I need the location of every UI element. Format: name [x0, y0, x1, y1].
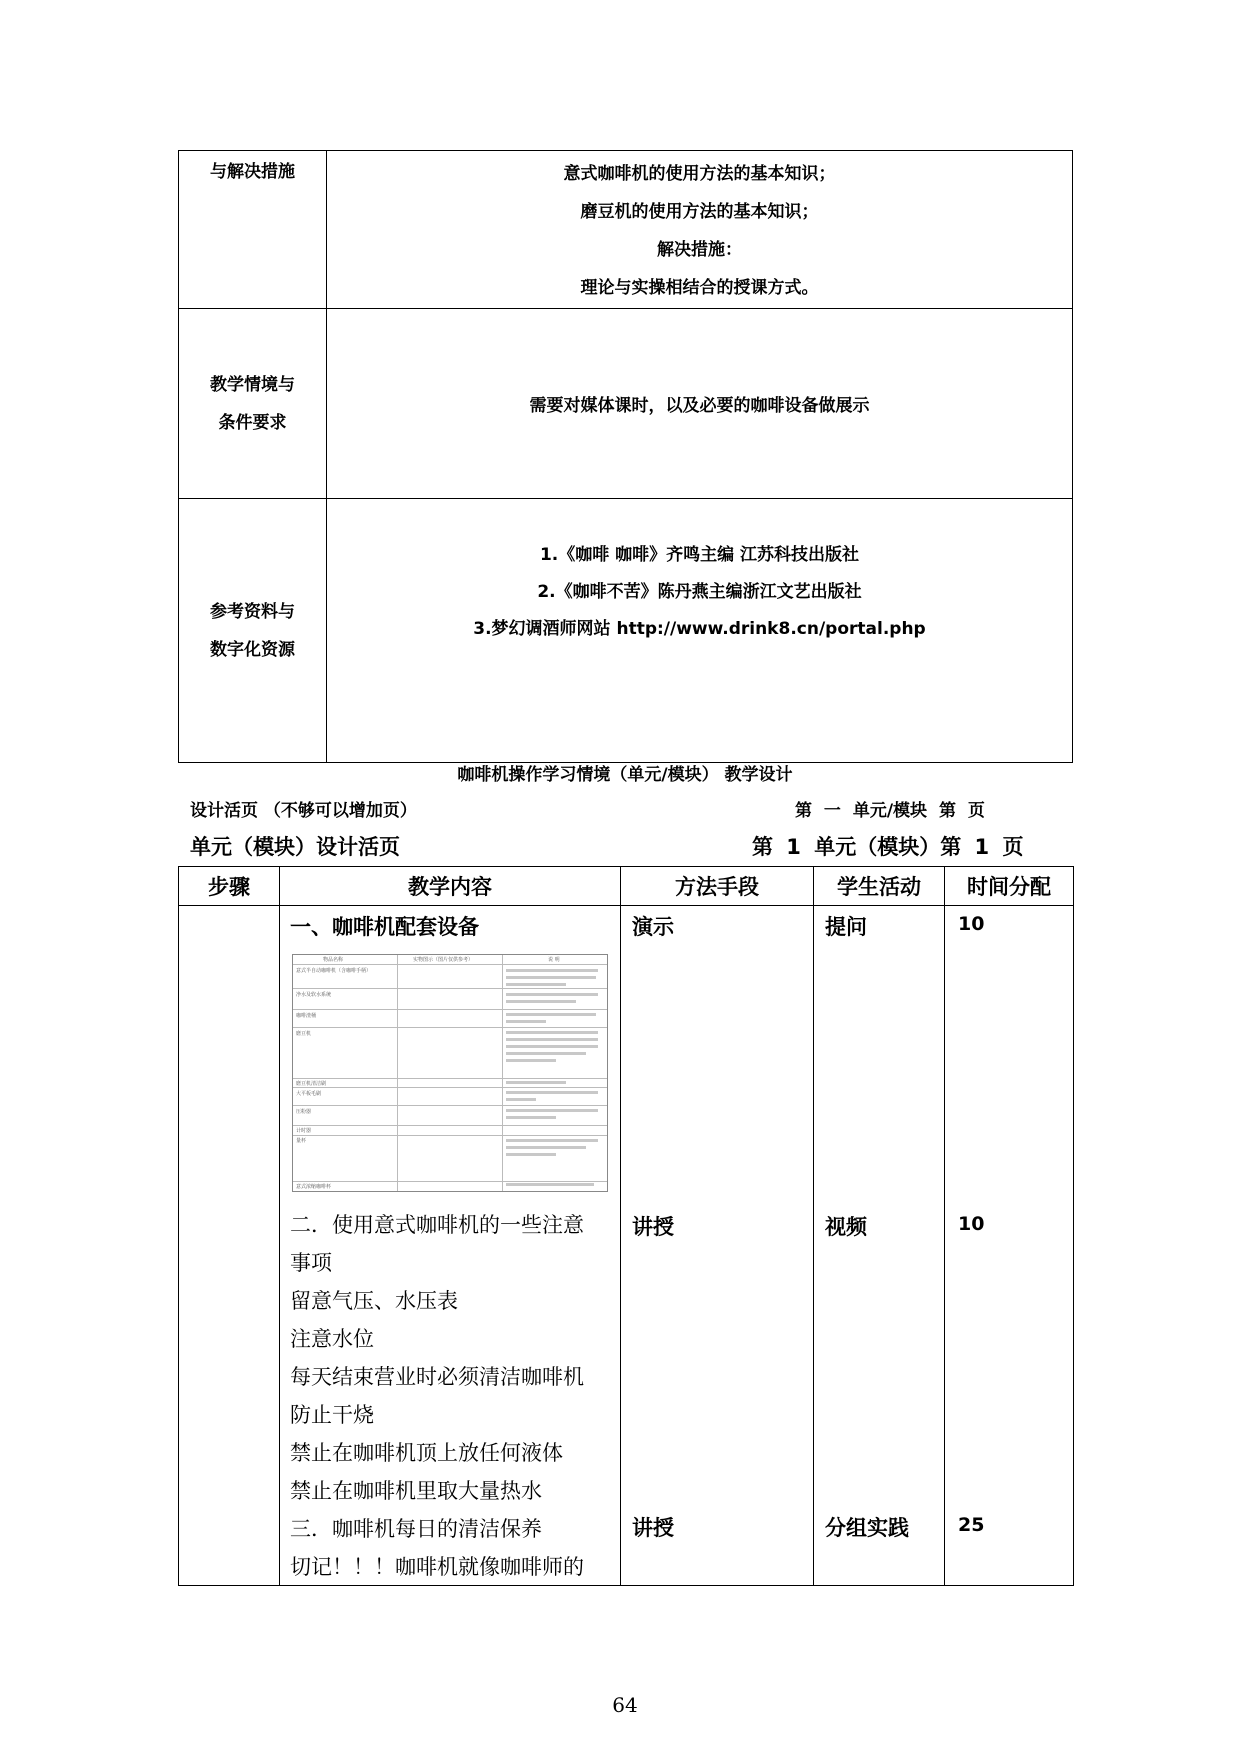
activity-cell: [814, 906, 945, 1586]
thumb-item: 净水及软水系统: [296, 992, 332, 998]
step-cell: [179, 906, 280, 1586]
section2-activity: 视频: [825, 1215, 867, 1239]
page-note-left: 设计活页 （不够可以增加页）: [190, 801, 417, 821]
section2-method: 讲授: [632, 1215, 674, 1239]
unit-right: 第 1 单元（模块）第 1 页: [752, 835, 1024, 859]
row-label: [179, 499, 327, 763]
table-row: [179, 309, 1073, 499]
design-title: 咖啡机操作学习情境（单元/模块） 教学设计: [457, 765, 793, 785]
content-line: 二．使用意式咖啡机的一些注意: [290, 1213, 584, 1237]
label-line: 教学情境与: [210, 374, 295, 395]
content-line: 2.《咖啡不苦》陈丹燕主编浙江文艺出版社: [537, 582, 862, 602]
section2-content: [290, 1206, 584, 1586]
thumb-item: 计时器: [296, 1128, 312, 1134]
row-content: [327, 309, 1073, 499]
header-time: 时间分配: [945, 867, 1074, 906]
content-line: 防止干烧: [290, 1403, 374, 1427]
header-method: 方法手段: [621, 867, 814, 906]
header-activity: 学生活动: [814, 867, 945, 906]
resources-table: [178, 150, 1073, 763]
section1-time: 10: [958, 913, 985, 935]
content-line: 1.《咖啡 咖啡》齐鸣主编 江苏科技出版社: [539, 545, 860, 565]
label-line: 条件要求: [218, 412, 287, 433]
content-line: 需要对媒体课时，以及必要的咖啡设备做展示: [529, 396, 870, 416]
content-line: 切记！！！咖啡机就像咖啡师的: [290, 1555, 584, 1579]
section3-time: 25: [958, 1514, 985, 1536]
thumb-item: 量杯: [296, 1138, 307, 1144]
content-line: 留意气压、水压表: [290, 1289, 458, 1313]
content-line: 事项: [290, 1251, 332, 1275]
page-note-right: 第 一 单元/模块 第 页: [795, 801, 985, 821]
header-content: 教学内容: [280, 867, 621, 906]
section3-method: 讲授: [632, 1516, 674, 1540]
thumb-item: 磨豆机: [296, 1031, 312, 1037]
row-content: [327, 151, 1073, 309]
thumb-header: 实物图示（图片仅供参考）: [413, 957, 474, 963]
thumb-header: 物品名称: [323, 957, 344, 963]
unit-left: 单元（模块）设计活页: [190, 835, 400, 859]
content-line: 磨豆机的使用方法的基本知识；: [580, 202, 819, 222]
content-line: 禁止在咖啡机顶上放任何液体: [290, 1441, 563, 1465]
row-content: [327, 499, 1073, 763]
header-step: 步骤: [179, 867, 280, 906]
section1-title: 一、咖啡机配套设备: [290, 915, 479, 939]
content-line: 意式咖啡机的使用方法的基本知识；: [563, 164, 836, 184]
content-line: 3.梦幻调酒师网站 http://www.drink8.cn/portal.php: [473, 619, 926, 639]
thumb-item: 咖啡渣桶: [296, 1013, 317, 1019]
table-row: [179, 151, 1073, 309]
thumb-header: 说 明: [548, 957, 560, 963]
section2-time: 10: [958, 1213, 985, 1235]
thumb-item: 意式半自动咖啡机（含咖啡手柄）: [296, 968, 372, 974]
thumb-item: 大平板毛刷: [296, 1091, 322, 1097]
content-line: 理论与实操相结合的授课方式。: [580, 278, 819, 298]
row-label: [179, 309, 327, 499]
label-line: 数字化资源: [210, 639, 295, 660]
section1-activity: 提问: [825, 915, 867, 939]
section3-activity: 分组实践: [825, 1516, 909, 1540]
label-line: 参考资料与: [210, 601, 295, 622]
content-line: 禁止在咖啡机里取大量热水: [290, 1479, 542, 1503]
section1-method: 演示: [632, 915, 674, 939]
page-number: 64: [612, 1693, 638, 1717]
content-line: 每天结束营业时必须清洁咖啡机: [290, 1365, 584, 1389]
thumb-item: 压粉器: [296, 1109, 312, 1115]
header-row: [179, 867, 1074, 906]
time-cell: [945, 906, 1074, 1586]
thumb-description-lines: [504, 965, 606, 1191]
method-cell: [621, 906, 814, 1586]
thumb-item: 磨豆机清洁刷: [296, 1081, 327, 1087]
content-line: 解决措施：: [657, 240, 742, 260]
content-line: 三．咖啡机每日的清洁保养: [290, 1517, 542, 1541]
equipment-table-image: [292, 954, 608, 1192]
content-line: 注意水位: [290, 1327, 374, 1351]
thumb-item: 意式浓缩咖啡杯: [296, 1184, 332, 1190]
row-label: 与解决措施: [179, 151, 327, 309]
table-row: [179, 499, 1073, 763]
